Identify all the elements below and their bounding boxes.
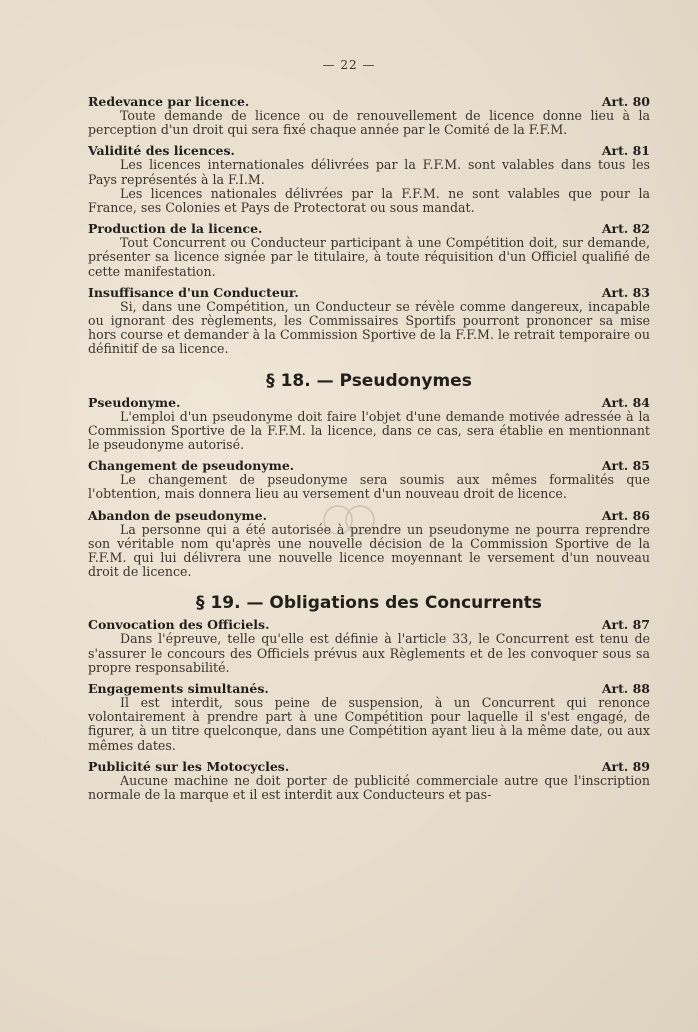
article-header [88,94,650,109]
article-paragraph: Il est interdit, sous peine de suspension, à un Concurrent qui renonce volontairement à prendre part à une Compétition pour laquelle il s'est engagé, de figurer, à un titre quelconque, dans une Compétition ayant lieu à la même date, ou aux mêmes dates. [88,695,650,753]
article [88,508,650,580]
article-title: Abandon de pseudonyme. [88,507,267,523]
article-title: Engagements simultanés. [88,681,269,697]
article-paragraph: L'emploi d'un pseudonyme doit faire l'objet d'une demande motivée adressée à la Commission Sportive de la F.F.M. la licence, dans ce cas, sera établie en mentionnant le pseudonyme autorisé. [88,408,650,453]
article-title: Pseudonyme. [88,394,181,410]
article-paragraph: Les licences internationales délivrées par la F.F.M. sont valables dans tous les Pays représentés à la F.I.M. [88,157,650,187]
article [88,681,650,753]
section-title: § 19. — Obligations des Concurrents [196,593,542,614]
article-number: Art. 85 [601,458,650,474]
article-title: Publicité sur les Motocycles. [88,758,290,774]
article-title: Redevance par licence. [88,94,250,109]
article-header [88,143,650,158]
article-number: Art. 84 [601,394,650,410]
article-number: Art. 86 [601,507,650,523]
article-paragraph: Dans l'épreuve, telle qu'elle est définie à l'article 33, le Concurrent est tenu de s'assurer le concours des Officiels prévus aux Règlements et de les convoquer sous sa propre responsabilité. [88,631,650,675]
article [88,285,650,357]
article-number: Art. 88 [601,681,650,697]
article [88,395,650,453]
section-title: § 18. — Pseudonymes [266,370,472,391]
article-paragraph: Les licences nationales délivrées par la F.F.M. ne sont valables que pour la France, ses Colonies et Pays de Protectorat ou sous mandat. [88,185,650,216]
article [88,221,650,279]
article-paragraph: Toute demande de licence ou de renouvellement de licence donne lieu à la perception d'un droit qui sera fixé chaque année par le Comité de la F.F.M. [88,108,650,138]
document-body [88,94,650,808]
article-number: Art. 83 [601,284,650,300]
article-paragraph: Aucune machine ne doit porter de publicité commerciale autre que l'inscription normale de la marque et il est interdit aux Conducteurs et pas- [88,772,650,803]
article-header [88,458,650,473]
article [88,143,650,215]
article-title: Production de la licence. [88,221,263,237]
article-header [88,285,650,300]
article-header [88,221,650,236]
article-number: Art. 82 [601,221,650,237]
article-title: Changement de pseudonyme. [88,458,295,474]
article [88,458,650,501]
page-number: — 22 — [322,58,376,72]
article [88,617,650,675]
article-header [88,681,650,696]
article-header [88,508,650,523]
article-paragraph: Tout Concurrent ou Conducteur participant à une Compétition doit, sur demande, présenter sa licence signée par le titulaire, à toute réquisition d'un Officiel qualifié de cette manifestation. [88,235,650,279]
article [88,759,650,802]
article-header [88,617,650,632]
article-title: Convocation des Officiels. [88,617,270,633]
article-paragraph: Si, dans une Compétition, un Conducteur se révèle comme dangereux, incapable ou ignorant des règlements, les Commissaires Sportifs pourront prononcer sa mise hors course et demander à la Commission Sportive de la F.F.M. le retrait temporaire ou définitif de sa licence. [88,298,650,357]
article-number: Art. 89 [601,758,650,774]
article-title: Insuffisance d'un Conducteur. [88,284,299,300]
article-paragraph: Le changement de pseudonyme sera soumis aux mêmes formalités que l'obtention, mais donnera lieu au versement d'un nouveau droit de licence. [88,472,650,502]
article-title: Validité des licences. [88,143,235,159]
article-number: Art. 81 [601,143,650,159]
article-header [88,759,650,774]
article-header [88,395,650,410]
article-paragraph: La personne qui a été autorisée à prendre un pseudonyme ne pourra reprendre son véritable nom qu'après une nouvelle décision de la Commission Sportive de la F.F.M. qui lui délivrera une nouvelle licence moyennant le versement d'un nouveau droit de licence. [88,521,650,580]
article-number: Art. 80 [601,94,650,109]
article-number: Art. 87 [601,617,650,633]
article [88,94,650,137]
